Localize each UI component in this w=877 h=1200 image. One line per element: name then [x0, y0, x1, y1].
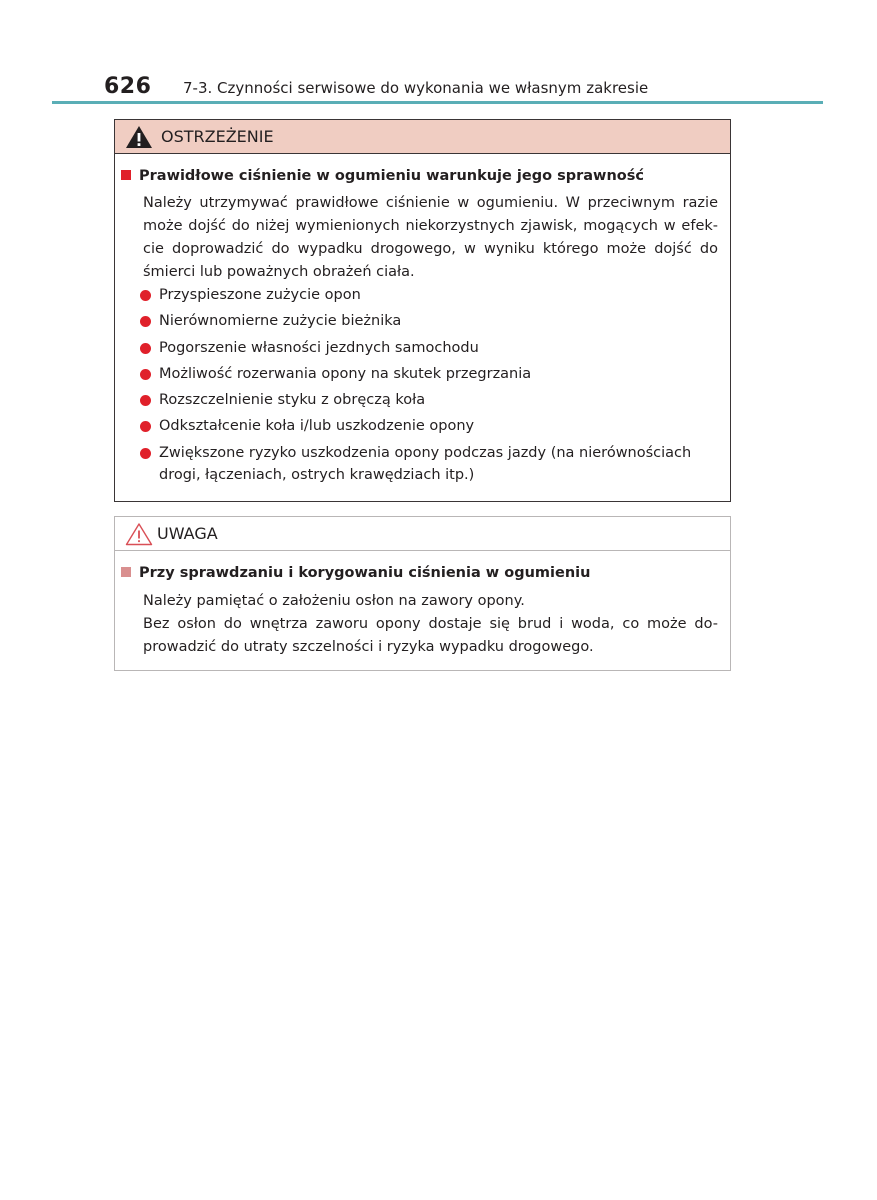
section-marker-icon — [121, 567, 131, 577]
warning-paragraph — [143, 192, 718, 284]
caution-section-title: Przy sprawdzaniu i korygowaniu ciśnienia w ogumieniu — [139, 565, 591, 581]
paragraph-line: Należy utrzymywać prawidłowe ciśnienie w ogumieniu. W przeciwnym razie — [143, 195, 718, 211]
list-item — [139, 441, 724, 486]
warning-bullet-list — [139, 283, 724, 486]
page-number: 626 — [104, 74, 152, 99]
caution-title: UWAGA — [157, 524, 218, 543]
bullet-dot-icon — [140, 343, 151, 354]
list-item — [139, 283, 724, 309]
caution-triangle-icon — [125, 522, 153, 546]
list-item-text: Możliwość rozerwania opony na skutek przegrzania — [159, 365, 532, 382]
list-item-text: Odkształcenie koła i/lub uszkodzenie opony — [159, 418, 475, 435]
list-item-text: Zwiększone ryzyko uszkodzenia opony podczas jazdy (na nierównościach drogi, łączeniach, ostrych krawędziach itp.) — [159, 444, 692, 483]
list-item — [139, 336, 724, 362]
list-item-text: Nierównomierne zużycie bieżnika — [159, 313, 402, 330]
warning-box — [114, 119, 731, 502]
list-item — [139, 388, 724, 414]
paragraph-line: może dojść do niżej wymienionych niekorzystnych zjawisk, mogących w efek- — [143, 218, 718, 234]
caution-box-header — [115, 517, 730, 551]
list-item-text: Pogorszenie własności jezdnych samochodu — [159, 339, 479, 356]
warning-triangle-icon — [125, 125, 153, 149]
bullet-dot-icon — [140, 316, 151, 327]
paragraph-line: śmierci lub poważnych obrażeń ciała. — [143, 264, 415, 280]
list-item — [139, 309, 724, 335]
bullet-dot-icon — [140, 395, 151, 406]
bullet-dot-icon — [140, 290, 151, 301]
chapter-title: 7-3. Czynności serwisowe do wykonania we własnym zakresie — [183, 79, 649, 97]
paragraph-line: Należy pamiętać o założeniu osłon na zawory opony. — [143, 593, 525, 609]
paragraph-line: cie doprowadzić do wypadku drogowego, w wyniku którego może dojść do — [143, 241, 718, 257]
paragraph-line: prowadzić do utraty szczelności i ryzyka wypadku drogowego. — [143, 639, 594, 655]
warning-title: OSTRZEŻENIE — [161, 127, 274, 146]
caution-box — [114, 516, 731, 671]
header-rule — [52, 101, 823, 104]
list-item-text: Rozszczelnienie styku z obręczą koła — [159, 392, 426, 409]
warning-section-title-row — [121, 168, 644, 184]
page-header — [0, 0, 877, 110]
list-item-text: Przyspieszone zużycie opon — [159, 287, 361, 303]
warning-box-header — [115, 120, 730, 154]
caution-section-title-row — [121, 565, 590, 581]
bullet-dot-icon — [140, 448, 151, 459]
bullet-dot-icon — [140, 421, 151, 432]
section-marker-icon — [121, 170, 131, 180]
caution-paragraph — [143, 590, 718, 659]
bullet-dot-icon — [140, 369, 151, 380]
list-item — [139, 362, 724, 388]
paragraph-line: Bez osłon do wnętrza zaworu opony dostaje się brud i woda, co może do- — [143, 616, 718, 632]
warning-section-title: Prawidłowe ciśnienie w ogumieniu warunkuje jego sprawność — [139, 168, 644, 184]
list-item — [139, 414, 724, 440]
